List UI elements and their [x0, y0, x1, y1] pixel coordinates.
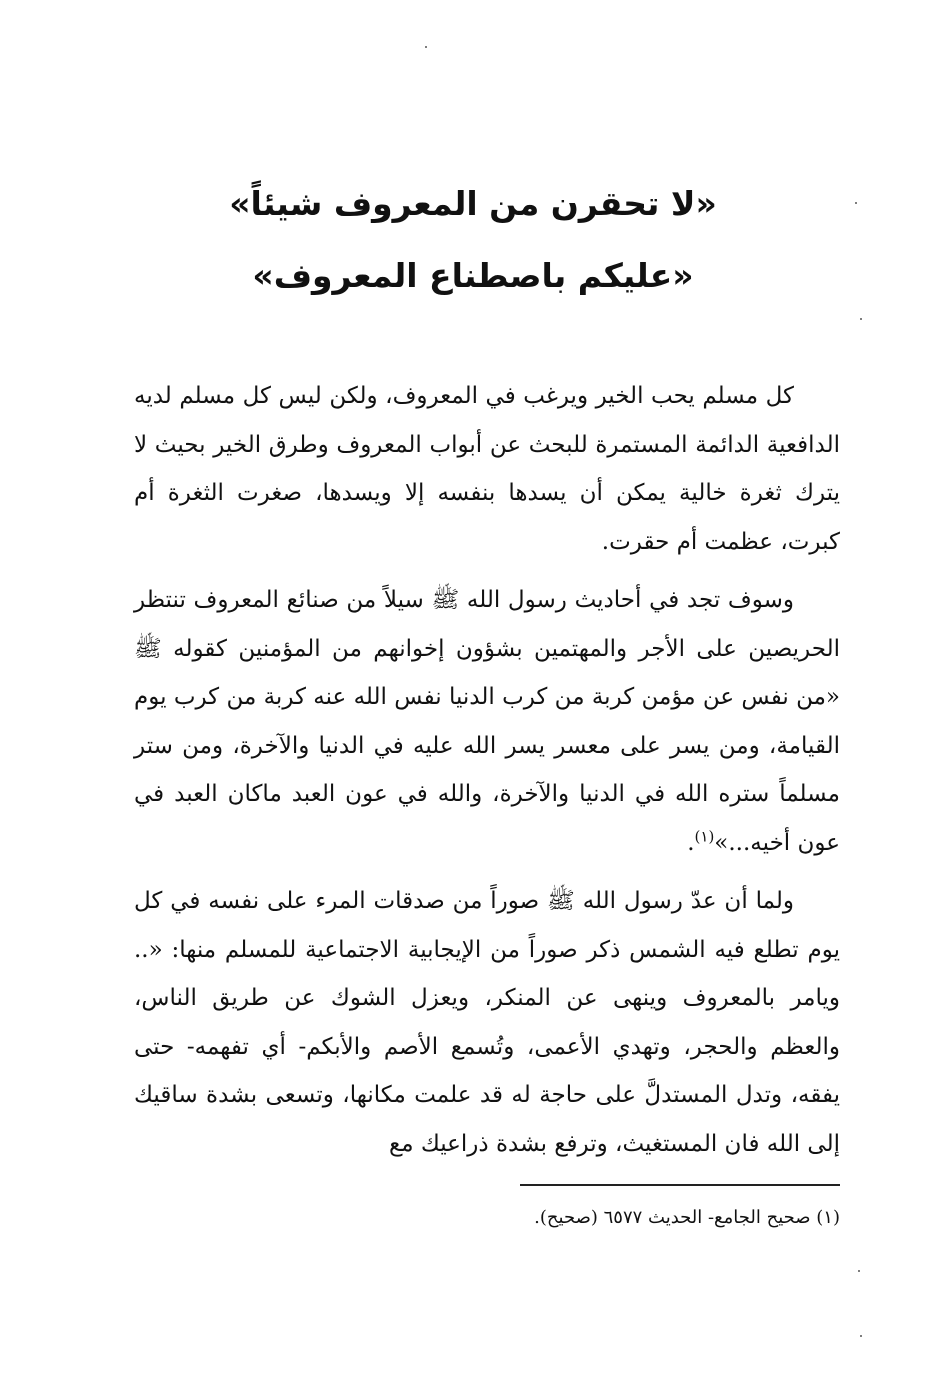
- chapter-heading: [140, 168, 806, 312]
- paragraph-1: كل مسلم يحب الخير ويرغب في المعروف، ولكن ليس كل مسلم لديه الدافعية الدائمة المستمرة للبحث عن أبواب المعروف وطرق الخير بحيث لا يترك ثغرة خالية يمكن أن يسدها بنفسه إلا ويسدها، صغرت الثغرة أم كبرت، عظمت أم حقرت.: [134, 383, 840, 555]
- paragraph-3: ولما أن عدّ رسول الله ﷺ صوراً من صدقات المرء على نفسه في كل يوم تطلع فيه الشمس ذكر صوراً من الإيجابية الاجتماعية للمسلم منها: «.. ويامر بالمعروف وينهى عن المنكر، ويعزل الشوك عن طريق الناس، والعظم والحجر، وتهدي الأعمى، وتُسمع الأصم والأبكم- أي تفهمه- حتى يفقه، وتدل المستدلَّ على حاجة له قد علمت مكانها، وتسعى بشدة ساقيك إلى الله فان المستغيث، وترفع بشدة ذراعيك مع: [134, 888, 840, 1157]
- scan-speck: [425, 46, 427, 48]
- paragraph-2-end: .: [687, 829, 695, 856]
- scan-speck: [860, 318, 862, 320]
- scan-speck: [858, 1270, 860, 1272]
- scan-speck: [860, 1335, 862, 1337]
- body-text: [134, 372, 840, 1168]
- paragraph-2-text: وسوف تجد في أحاديث رسول الله ﷺ سيلاً من صنائع المعروف تنتظر الحريصين على الأجر والمهتمين بشؤون إخوانهم من المؤمنين كقوله ﷺ «من نفس عن مؤمن كربة من كرب الدنيا نفس الله عنه كربة من كرب يوم القيامة، ومن يسر على معسر يسر الله عليه في الدنيا والآخرة، ومن ستر مسلماً ستره الله في الدنيا والآخرة، والله في عون العبد ماكان العبد في عون أخيه...»: [134, 587, 840, 856]
- chapter-title: «لا تحقرن من المعروف شيئاً»: [229, 184, 717, 223]
- footnote: (١) صحيح الجامع- الحديث ٦٥٧٧ (صحيح).: [534, 1207, 840, 1228]
- scan-speck: [855, 202, 857, 204]
- footnote-divider: [520, 1184, 840, 1186]
- footnote-reference: (١): [694, 826, 715, 845]
- paragraph-2: [134, 576, 840, 867]
- chapter-subtitle: «عليكم باصطناع المعروف»: [252, 256, 694, 295]
